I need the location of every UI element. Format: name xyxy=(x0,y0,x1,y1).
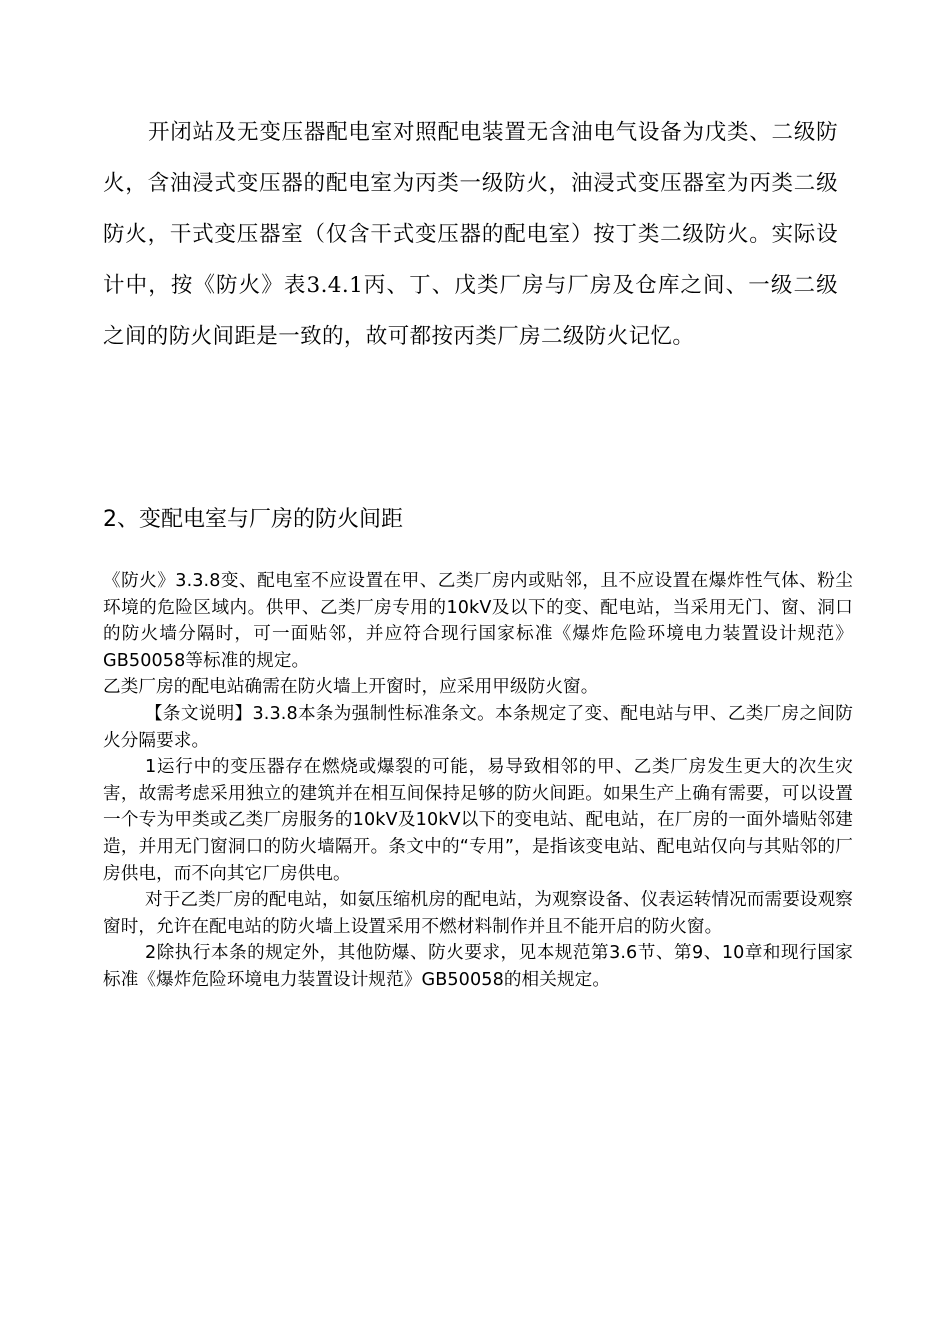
clause-explanation-paragraph: 【条文说明】3.3.8本条为强制性标准条文。本条规定了变、配电站与甲、乙类厂房之间防火分隔要求。 xyxy=(103,703,853,751)
code-clause-paragraph: 《防火》3.3.8变、配电室不应设置在甲、乙类厂房内或贴邻，且不应设置在爆炸性气体、粉尘环境的危险区域内。供甲、乙类厂房专用的10kV及以下的变、配电站，当采用无门、窗、洞口的防火墙分隔时，可一面贴邻，并应符合现行国家标准《爆炸危险环境电力装置设计规范》GB50058等标准的规定。 xyxy=(103,571,853,671)
intro-paragraph: 开闭站及无变压器配电室对照配电装置无含油电气设备为戊类、二级防火，含油浸式变压器的配电室为丙类一级防火，油浸式变压器室为丙类二级防火，干式变压器室（仅含干式变压器的配电室）按丁类二级防火。实际设计中，按《防火》表3.4.1丙、丁、戊类厂房与厂房及仓库之间、一级二级之间的防火间距是一致的，故可都按丙类厂房二级防火记忆。 xyxy=(103,120,838,349)
section-heading: 2、变配电室与厂房的防火间距 xyxy=(103,507,403,532)
explanation-item-1: 1运行中的变压器存在燃烧或爆裂的可能，易导致相邻的甲、乙类厂房发生更大的次生灾害，故需考虑采用独立的建筑并在相互间保持足够的防火间距。如果生产上确有需要，可以设置一个专为甲类或乙类厂房服务的10kV及10kV以下的变电站、配电站，在厂房的一面外墙贴邻建造，并用无门窗洞口的防火墙隔开。条文中的“专用”，是指该变电站、配电站仅向与其贴邻的厂房供电，而不向其它厂房供电。 xyxy=(103,757,853,884)
section-body xyxy=(103,568,853,994)
explanation-observation-window: 对于乙类厂房的配电站，如氨压缩机房的配电站，为观察设备、仪表运转情况而需要设观察窗时，允许在配电站的防火墙上设置采用不燃材料制作并且不能开启的防火窗。 xyxy=(103,890,853,937)
explanation-item-2: 2除执行本条的规定外，其他防爆、防火要求，见本规范第3.6节、第9、10章和现行国家标准《爆炸危险环境电力装置设计规范》GB50058的相关规定。 xyxy=(103,943,853,990)
window-requirement-paragraph: 乙类厂房的配电站确需在防火墙上开窗时，应采用甲级防火窗。 xyxy=(103,677,599,698)
